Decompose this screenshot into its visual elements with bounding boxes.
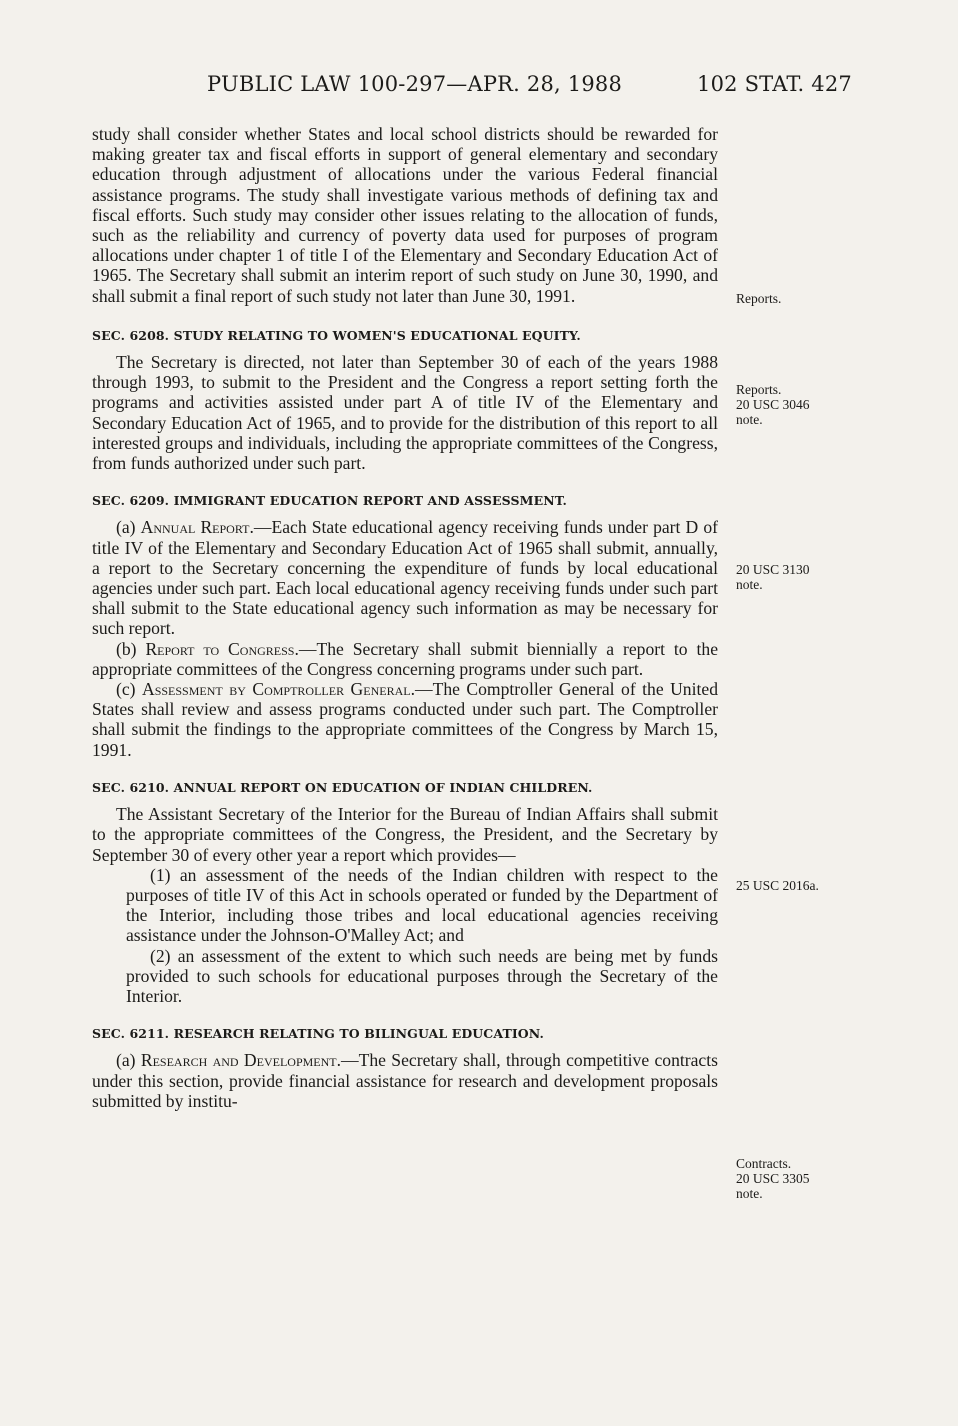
page-number: 102 STAT. 427 — [697, 72, 852, 96]
margin-note-text: 20 USC 3046 — [736, 397, 810, 412]
margin-note-text: 20 USC 3130 — [736, 562, 810, 577]
margin-note-text: note. — [736, 577, 763, 592]
subsection-text: —The Comptroller General of the United States shall review and assess programs conducted under such part. The Comptroller shall submit the findings to the appropriate committees of the Congress by March 15, 1991. — [92, 679, 718, 760]
subsection-label: (a) — [116, 1050, 141, 1071]
margin-note-reports — [736, 291, 856, 306]
sec-6210-heading: SEC. 6210. ANNUAL REPORT ON EDUCATION OF INDIAN CHILDREN. — [92, 779, 593, 795]
sec-6209-heading: SEC. 6209. IMMIGRANT EDUCATION REPORT AND ASSESSMENT. — [92, 493, 567, 509]
sec-6209-a — [92, 517, 718, 638]
subsection-label: (a) — [116, 517, 141, 538]
margin-note-sec-6208 — [736, 382, 856, 427]
subsection-title: Assessment by Comptroller General. — [142, 679, 415, 700]
margin-note-sec-6210 — [736, 878, 856, 893]
running-header — [92, 72, 852, 102]
subsection-text: —The Secretary shall submit biennially a report to the appropriate committees of the Congress concerning programs under such part. — [92, 638, 718, 679]
subsection-title: Research and Development. — [140, 1050, 342, 1071]
intro-paragraph: study shall consider whether States and local school districts should be rewarded for making greater tax and fiscal efforts in support of general elementary and secondary education through adjustment of allocations under the various Federal financial assistance programs. The study shall investigate various methods of defining tax and fiscal efforts. Such study may consider other issues relating to the allocation of funds, such as the reliability and currency of poverty data used for purposes of program allocations under chapter 1 of title I of the Elementary and Secondary Education Act of 1965. The Secretary shall submit an interim report of such study on June 30, 1990, and shall submit a final report of such study not later than June 30, 1991. — [92, 124, 718, 306]
subsection-label: (b) — [116, 638, 146, 659]
header-title: PUBLIC LAW 100-297—APR. 28, 1988 — [207, 72, 623, 96]
margin-note-sec-6211 — [736, 1156, 856, 1201]
margin-note-sec-6209 — [736, 562, 856, 592]
margin-note-text: note. — [736, 1186, 763, 1201]
subsection-label: (c) — [116, 679, 142, 700]
sec-6211-heading: SEC. 6211. RESEARCH RELATING TO BILINGUAL EDUCATION. — [92, 1026, 544, 1042]
sec-6209-b — [92, 639, 718, 679]
margin-note-text: Contracts. — [736, 1156, 792, 1171]
sec-6210-text: The Assistant Secretary of the Interior for the Bureau of Indian Affairs shall submit to the appropriate committees of the Congress, the President, and the Secretary by September 30 of every other year a report which provides— — [92, 804, 718, 865]
margin-note-text: note. — [736, 412, 763, 427]
margin-note-text: 20 USC 3305 — [736, 1171, 810, 1186]
sec-6208-heading: SEC. 6208. STUDY RELATING TO WOMEN'S EDUCATIONAL EQUITY. — [92, 327, 581, 343]
sec-6210-item-2: (2) an assessment of the extent to which such needs are being met by funds provided to such schools for educational purposes through the Secretary of the Interior. — [126, 945, 718, 1006]
subsection-title: Annual Report. — [140, 517, 254, 538]
sec-6210-item-1: (1) an assessment of the needs of the Indian children with respect to the purposes of title IV of this Act in schools operated or funded by the Department of the Interior, including those tribes and local educational agencies receiving assistance under the Johnson-O'Malley Act; and — [126, 864, 718, 946]
margin-note-text: Reports. — [736, 382, 782, 397]
subsection-title: Report to Congress. — [145, 638, 299, 659]
subsection-text: —The Secretary shall, through competitive contracts under this section, provide financial assistance for research and development proposals submitted by institu- — [92, 1050, 718, 1111]
margin-note-text: Reports. — [736, 291, 782, 306]
body-column — [92, 124, 718, 1111]
margin-note-text: 25 USC 2016a. — [736, 878, 819, 893]
subsection-text: —Each State educational agency receiving funds under part D of title IV of the Elementary and Secondary Education Act of 1965 shall submit, annually, a report to the Secretary concerning the expenditure of funds by local educational agencies under such part. Each local educational agency receiving funds under such part shall submit to the State educational agency such information as may be necessary for such report. — [92, 517, 719, 639]
sec-6209-c — [92, 679, 718, 760]
sec-6211-a — [92, 1050, 718, 1111]
sec-6208-text: The Secretary is directed, not later than September 30 of each of the years 1988 through 1993, to submit to the President and the Congress a report setting forth the programs and activities assisted under part A of title IV of the Elementary and Secondary Education Act of 1965, and to provide for the distribution of this report to all interested groups and individuals, including the appropriate committees of the Congress, from funds authorized under such part. — [92, 352, 718, 474]
